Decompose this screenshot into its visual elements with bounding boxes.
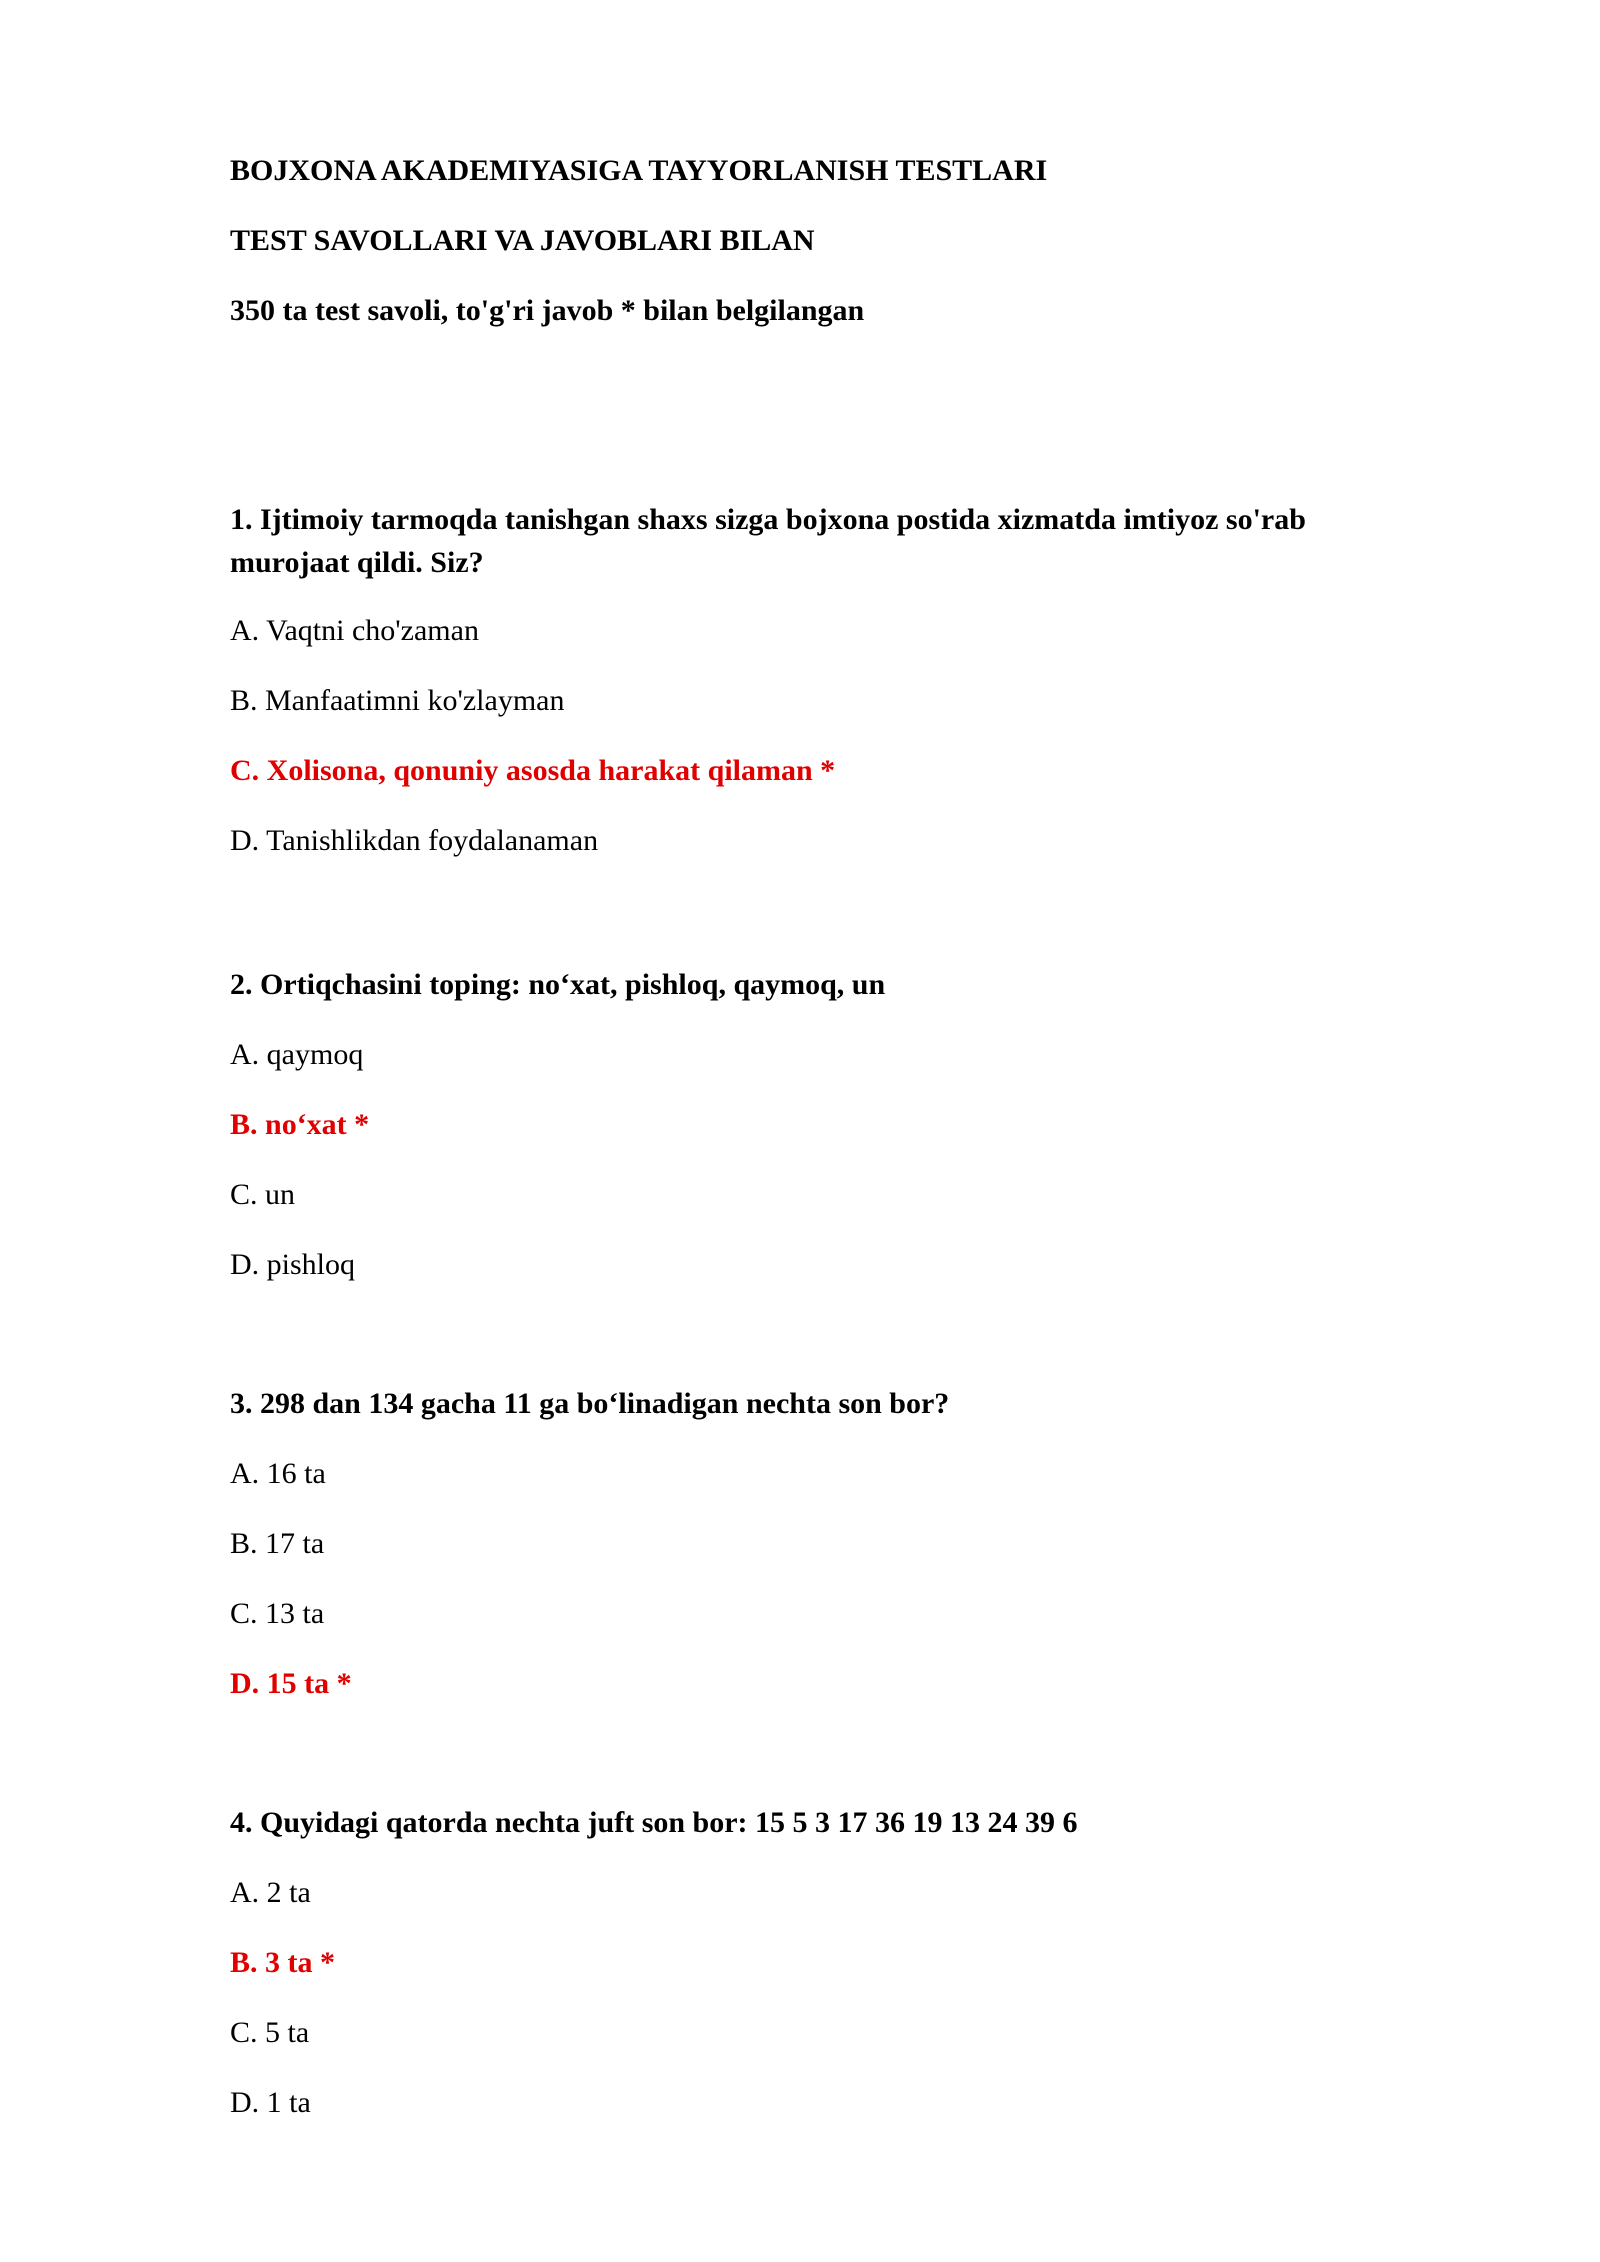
option-d: D. Tanishlikdan foydalanaman [230, 824, 599, 857]
option-a: A. qaymoq [230, 1038, 364, 1071]
option-a: A. 16 ta [230, 1457, 326, 1490]
option-c-correct: C. Xolisona, qonuniy asosda harakat qilaman * [230, 754, 836, 787]
document-title: BOJXONA AKADEMIYASIGA TAYYORLANISH TESTLARI [230, 154, 1048, 187]
question-text: 2. Ortiqchasini toping: no‘xat, pishloq, qaymoq, un [230, 968, 886, 1001]
question-2 [230, 963, 1410, 1281]
option-a: A. Vaqtni cho'zaman [230, 614, 479, 647]
option-d-correct: D. 15 ta * [230, 1667, 352, 1700]
option-c: C. 5 ta [230, 2016, 310, 2049]
option-a: A. 2 ta [230, 1876, 311, 1909]
question-1 [230, 498, 1410, 857]
option-b: B. 17 ta [230, 1527, 325, 1560]
question-4 [230, 1801, 1410, 2119]
option-b-correct: B. 3 ta * [230, 1946, 335, 1979]
question-3 [230, 1382, 1410, 1700]
option-c: C. 13 ta [230, 1597, 325, 1630]
option-b-correct: B. no‘xat * [230, 1108, 370, 1141]
document-subtitle: TEST SAVOLLARI VA JAVOBLARI BILAN [230, 224, 815, 257]
question-text: 4. Quyidagi qatorda nechta juft son bor: 15 5 3 17 36 19 13 24 39 6 [230, 1806, 1078, 1839]
option-d: D. pishloq [230, 1248, 356, 1281]
question-text: 3. 298 dan 134 gacha 11 ga bo‘linadigan nechta son bor? [230, 1387, 950, 1420]
question-text: 1. Ijtimoiy tarmoqda tanishgan shaxs sizga bojxona postida xizmatda imtiyoz so'rab murojaat qildi. Siz? [230, 503, 1306, 579]
document-note: 350 ta test savoli, to'g'ri javob * bilan belgilangan [230, 294, 865, 327]
option-b: B. Manfaatimni ko'zlayman [230, 684, 565, 717]
option-d: D. 1 ta [230, 2086, 311, 2119]
option-c: C. un [230, 1178, 296, 1211]
